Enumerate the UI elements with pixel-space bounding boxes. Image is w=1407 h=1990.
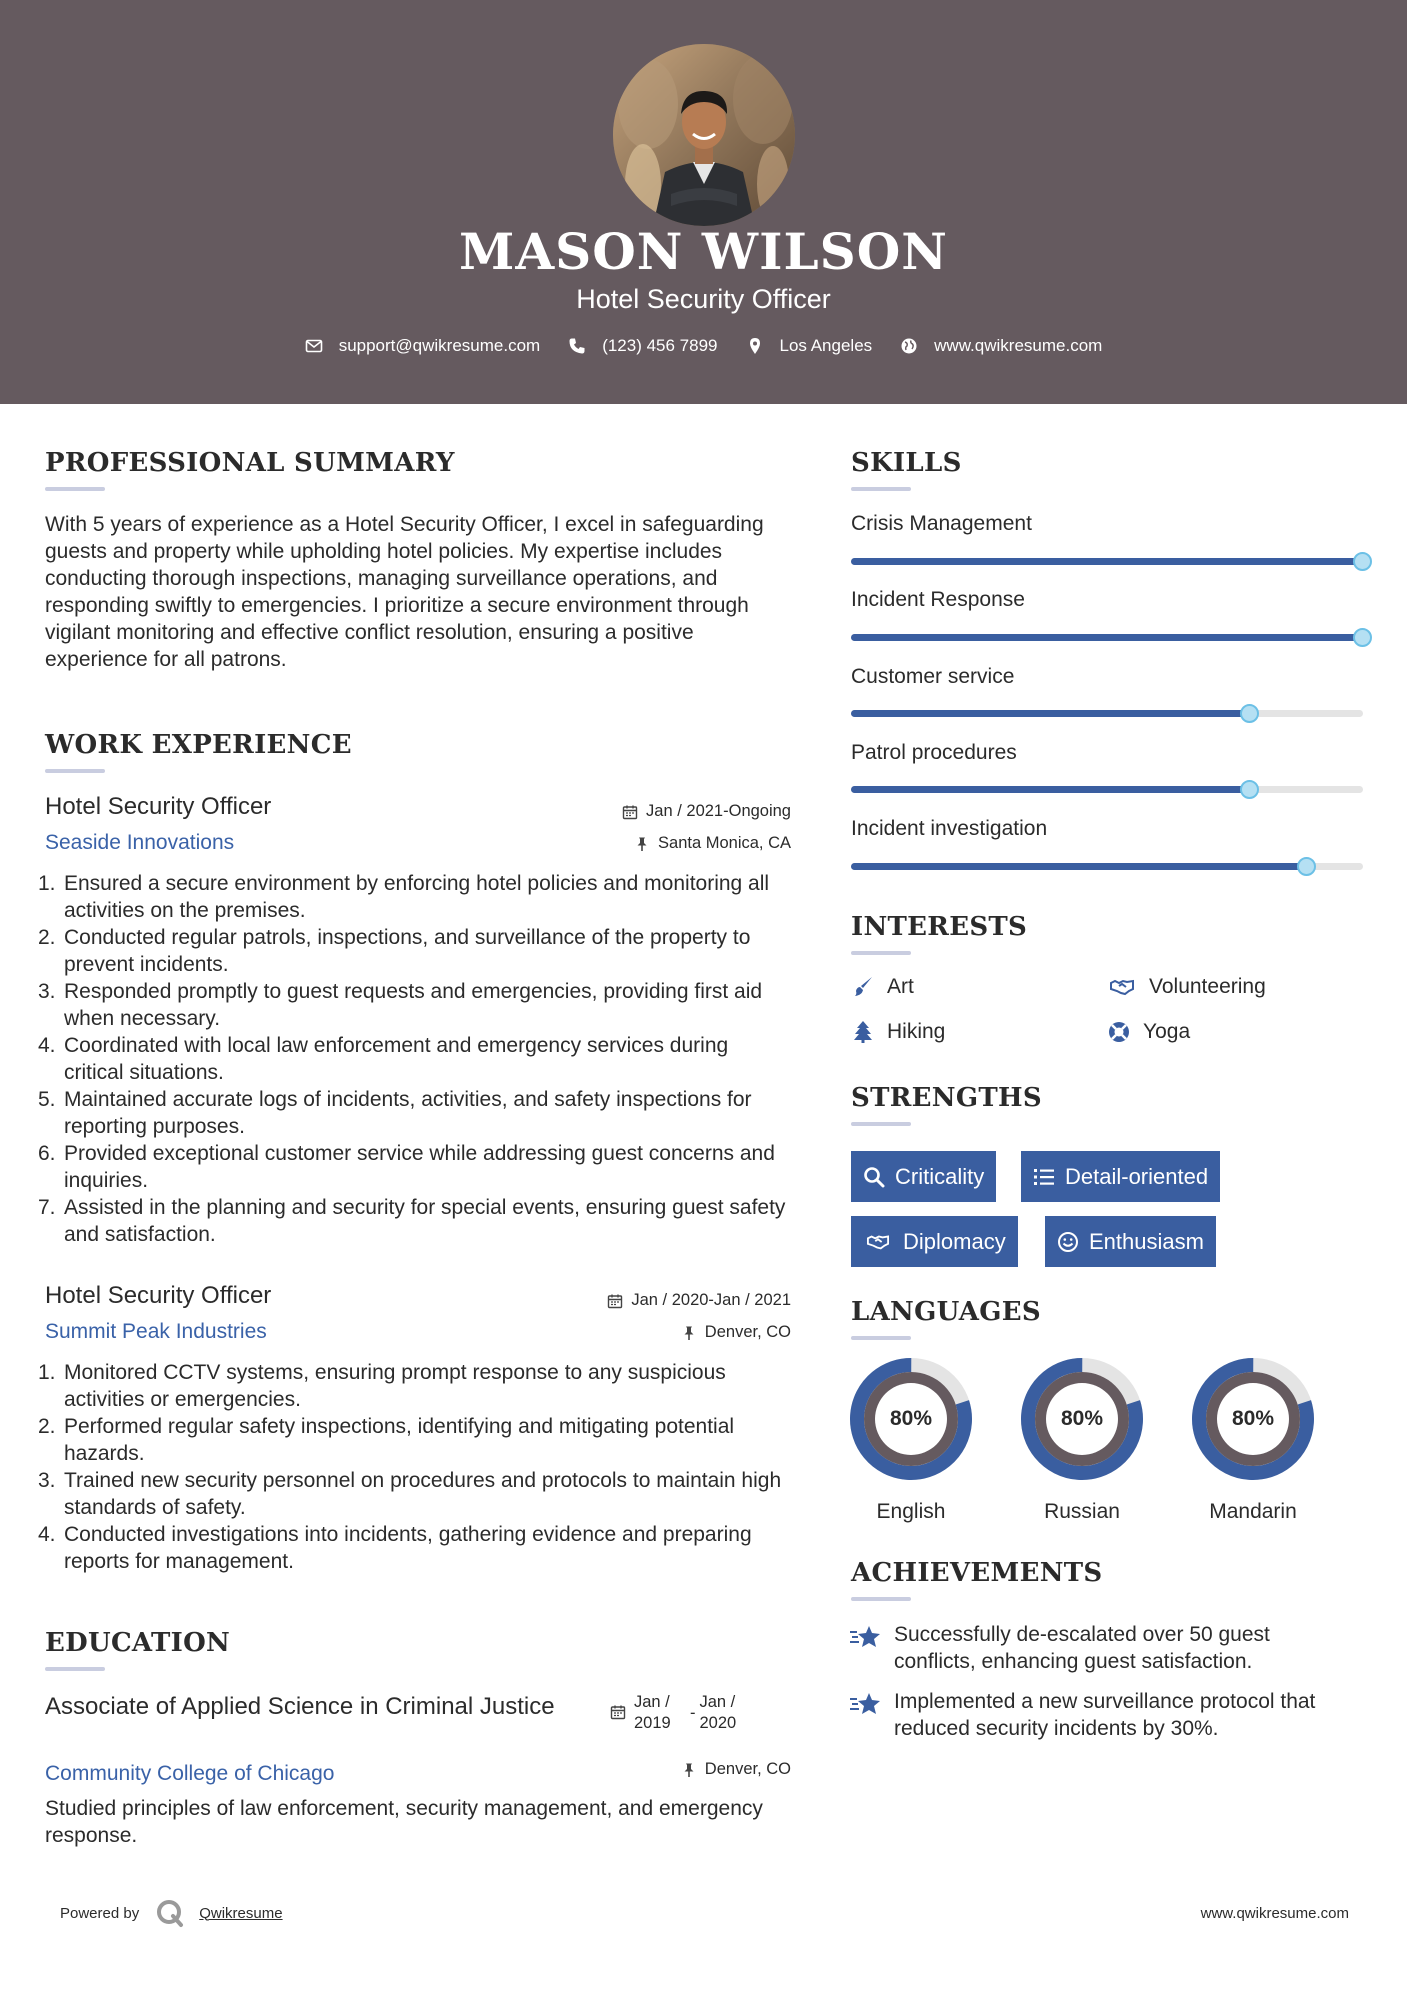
interest-label: Volunteering [1149, 975, 1266, 998]
list-text: Conducted investigations into incidents, gathering evidence and preparing reports for management. [64, 1523, 752, 1573]
pushpin-icon [634, 836, 650, 852]
education-heading: EDUCATION [45, 1628, 231, 1658]
achievement-text: Successfully de-escalated over 50 guest conflicts, enhancing guest satisfaction. [894, 1623, 1270, 1673]
job-1-company: Seaside Innovations [45, 831, 235, 854]
list-number: 1. [38, 1361, 56, 1384]
skill-bar-fill [851, 786, 1250, 793]
language-item [849, 1357, 973, 1523]
language-percent: 80% [889, 1407, 933, 1430]
list-text: Monitored CCTV systems, ensuring prompt response to any suspicious activities or emergencies. [64, 1361, 726, 1411]
education-location-text: Denver, CO [704, 1760, 791, 1778]
interest-item-art [851, 975, 914, 999]
interest-item-volunteering [1107, 975, 1266, 999]
list-icon [1033, 1166, 1055, 1188]
list-number: 6. [38, 1142, 56, 1165]
list-number: 2. [38, 926, 56, 949]
interest-label: Art [887, 975, 914, 998]
paintbrush-icon [851, 975, 875, 999]
list-text: Ensured a secure environment by enforcing hotel policies and monitoring all activities on the premises. [64, 872, 770, 922]
strength-label: Diplomacy [903, 1228, 1006, 1254]
achievements-heading: ACHIEVEMENTS [851, 1558, 1103, 1588]
skill-name: Customer service [851, 665, 1015, 688]
list-item [38, 1140, 788, 1194]
language-item [1191, 1357, 1315, 1523]
achievement-text: Implemented a new surveillance protocol that reduced security incidents by 30%. [894, 1690, 1316, 1740]
skill-bar-fill [851, 710, 1250, 717]
strength-chip-detail-oriented [1021, 1151, 1220, 1202]
skill-name: Incident Response [851, 588, 1025, 611]
summary-heading-rule [45, 487, 105, 491]
contact-location [746, 336, 873, 356]
education-degree: Associate of Applied Science in Criminal Justice [45, 1693, 555, 1720]
list-item [38, 1413, 788, 1467]
pushpin-icon [681, 1325, 697, 1341]
interest-item-yoga [1107, 1020, 1190, 1044]
list-number: 4. [38, 1523, 56, 1546]
list-number: 2. [38, 1415, 56, 1438]
achievement-item [849, 1621, 1349, 1675]
list-item [38, 1521, 788, 1575]
strength-chip-diplomacy [851, 1216, 1018, 1267]
education-start: Jan / 2019 [634, 1693, 671, 1732]
experience-heading: WORK EXPERIENCE [45, 730, 352, 760]
education-end: Jan / 2020 [699, 1693, 737, 1732]
list-item [38, 978, 788, 1032]
list-text: Responded promptly to guest requests and emergencies, providing first aid when necessary. [64, 980, 763, 1030]
education-heading-rule [45, 1667, 105, 1671]
strength-chip-enthusiasm [1045, 1216, 1216, 1267]
job-1-location-text: Santa Monica, CA [658, 834, 791, 852]
education-date-separator: - [690, 1704, 696, 1722]
skill-name: Patrol procedures [851, 741, 1017, 764]
languages-heading-rule [851, 1336, 911, 1340]
contact-email-text[interactable]: support@qwikresume.com [338, 336, 541, 355]
profile-photo [613, 44, 795, 226]
strengths-heading: STRENGTHS [851, 1083, 1042, 1113]
interest-item-hiking [851, 1020, 945, 1044]
phone-icon [568, 337, 586, 355]
contact-bar [0, 336, 1407, 356]
job-1-dates-text: Jan / 2021-Ongoing [646, 802, 791, 820]
skill-bar-handle [1353, 628, 1372, 647]
pushpin-icon [681, 1762, 697, 1778]
powered-by-label: Powered by [60, 1904, 140, 1922]
skill-bar [851, 786, 1363, 793]
interests-heading-rule [851, 951, 911, 955]
contact-website[interactable] [900, 336, 1102, 356]
list-number: 4. [38, 1034, 56, 1057]
smile-icon [1057, 1231, 1079, 1253]
list-number: 1. [38, 872, 56, 895]
globe-icon [900, 337, 918, 355]
job-2-bullets [38, 1359, 788, 1575]
language-percent: 80% [1060, 1407, 1104, 1430]
handshake-icon [863, 1231, 893, 1253]
summary-text: With 5 years of experience as a Hotel Security Officer, I excel in safeguarding guests and property while upholding hotel policies. My expertise includes conducting thorough inspections, managing surveillance operations, and responding swiftly to emergencies. I prioritize a secure environment through vigilant monitoring and effective conflict resolution, ensuring a positive experience for all patrons. [45, 513, 764, 671]
qwikresume-link[interactable]: Qwikresume [199, 1904, 283, 1922]
skills-heading-rule [851, 487, 911, 491]
list-item [38, 1194, 788, 1248]
achievement-item [849, 1688, 1349, 1742]
strength-label: Enthusiasm [1089, 1228, 1204, 1254]
calendar-icon [610, 1704, 626, 1720]
footer-website[interactable]: www.qwikresume.com [1200, 1905, 1349, 1922]
skill-name: Crisis Management [851, 512, 1032, 535]
job-2-dates-text: Jan / 2020-Jan / 2021 [631, 1291, 791, 1309]
list-item [38, 1467, 788, 1521]
list-text: Maintained accurate logs of incidents, activities, and safety inspections for reporting purposes. [64, 1088, 752, 1138]
footer-powered-by [60, 1898, 283, 1928]
job-2-title: Hotel Security Officer [45, 1282, 272, 1309]
list-item [38, 1359, 788, 1413]
skill-bar-handle [1240, 780, 1259, 799]
skill-bar-handle [1353, 552, 1372, 571]
skills-heading: SKILLS [851, 448, 962, 478]
calendar-icon [607, 1293, 623, 1309]
list-item [38, 924, 788, 978]
skill-bar-fill [851, 863, 1307, 870]
language-percent: 80% [1231, 1407, 1275, 1430]
handshake-icon [1107, 975, 1137, 999]
contact-phone-text[interactable]: (123) 456 7899 [602, 336, 718, 355]
list-number: 3. [38, 1469, 56, 1492]
skill-bar-handle [1297, 857, 1316, 876]
calendar-icon [622, 804, 638, 820]
summary-heading: PROFESSIONAL SUMMARY [45, 448, 455, 478]
job-1-title: Hotel Security Officer [45, 793, 272, 820]
skill-bar-fill [851, 634, 1363, 641]
skill-bar [851, 863, 1363, 870]
strength-label: Criticality [895, 1163, 985, 1189]
resume-header [0, 0, 1407, 404]
envelope-icon [305, 337, 323, 355]
contact-website-text[interactable]: www.qwikresume.com [934, 336, 1103, 355]
education-dates [610, 1692, 791, 1734]
candidate-name: MASON WILSON [459, 222, 948, 281]
list-item [38, 1086, 788, 1140]
list-text: Coordinated with local law enforcement and emergency services during critical situations. [64, 1034, 729, 1084]
candidate-title: Hotel Security Officer [576, 284, 831, 314]
job-1-location [520, 834, 791, 853]
job-1-dates [520, 802, 791, 821]
strength-label: Detail-oriented [1065, 1163, 1209, 1189]
job-1-bullets [38, 870, 788, 1248]
contact-location-text: Los Angeles [779, 336, 873, 355]
lifebuoy-icon [1107, 1020, 1131, 1044]
strength-chip-criticality [851, 1151, 996, 1202]
job-2-location-text: Denver, CO [704, 1323, 791, 1341]
list-number: 5. [38, 1088, 56, 1111]
skill-bar [851, 710, 1363, 717]
list-text: Provided exceptional customer service while addressing guest concerns and inquiries. [64, 1142, 775, 1192]
list-text: Assisted in the planning and security for special events, ensuring guest safety and satisfaction. [64, 1196, 786, 1246]
skill-bar-handle [1240, 704, 1259, 723]
language-name: English [876, 1500, 946, 1523]
skill-bar-fill [851, 558, 1363, 565]
list-item [38, 870, 788, 924]
map-pin-icon [746, 337, 764, 355]
job-2-dates [520, 1291, 791, 1310]
language-name: Mandarin [1209, 1500, 1297, 1523]
list-text: Trained new security personnel on procedures and protocols to maintain high standards of safety. [64, 1469, 782, 1519]
job-2-company: Summit Peak Industries [45, 1320, 267, 1343]
job-2-location [520, 1323, 791, 1342]
interest-label: Hiking [887, 1020, 946, 1043]
education-location [520, 1760, 791, 1779]
interest-label: Yoga [1143, 1020, 1191, 1043]
qwikresume-logo-icon [155, 1898, 185, 1928]
language-item [1020, 1357, 1144, 1523]
list-number: 3. [38, 980, 56, 1003]
list-number: 7. [38, 1196, 56, 1219]
language-name: Russian [1044, 1500, 1120, 1523]
languages-heading: LANGUAGES [851, 1297, 1041, 1327]
shooting-star-icon [849, 1623, 882, 1653]
contact-email[interactable] [305, 336, 541, 356]
strengths-heading-rule [851, 1122, 911, 1126]
shooting-star-icon [849, 1690, 882, 1720]
interests-heading: INTERESTS [851, 912, 1028, 942]
experience-heading-rule [45, 769, 105, 773]
contact-phone[interactable] [568, 336, 717, 356]
profile-photo-image [613, 44, 795, 226]
list-item [38, 1032, 788, 1086]
skill-name: Incident investigation [851, 817, 1048, 840]
education-description: Studied principles of law enforcement, security management, and emergency response. [45, 1797, 763, 1847]
skill-bar [851, 634, 1363, 641]
list-text: Performed regular safety inspections, identifying and mitigating potential hazards. [64, 1415, 735, 1465]
tree-icon [851, 1020, 875, 1044]
achievements-heading-rule [851, 1597, 911, 1601]
list-text: Conducted regular patrols, inspections, and surveillance of the property to prevent incidents. [64, 926, 751, 976]
education-school: Community College of Chicago [45, 1762, 335, 1785]
search-icon [863, 1166, 885, 1188]
skill-bar [851, 558, 1363, 565]
